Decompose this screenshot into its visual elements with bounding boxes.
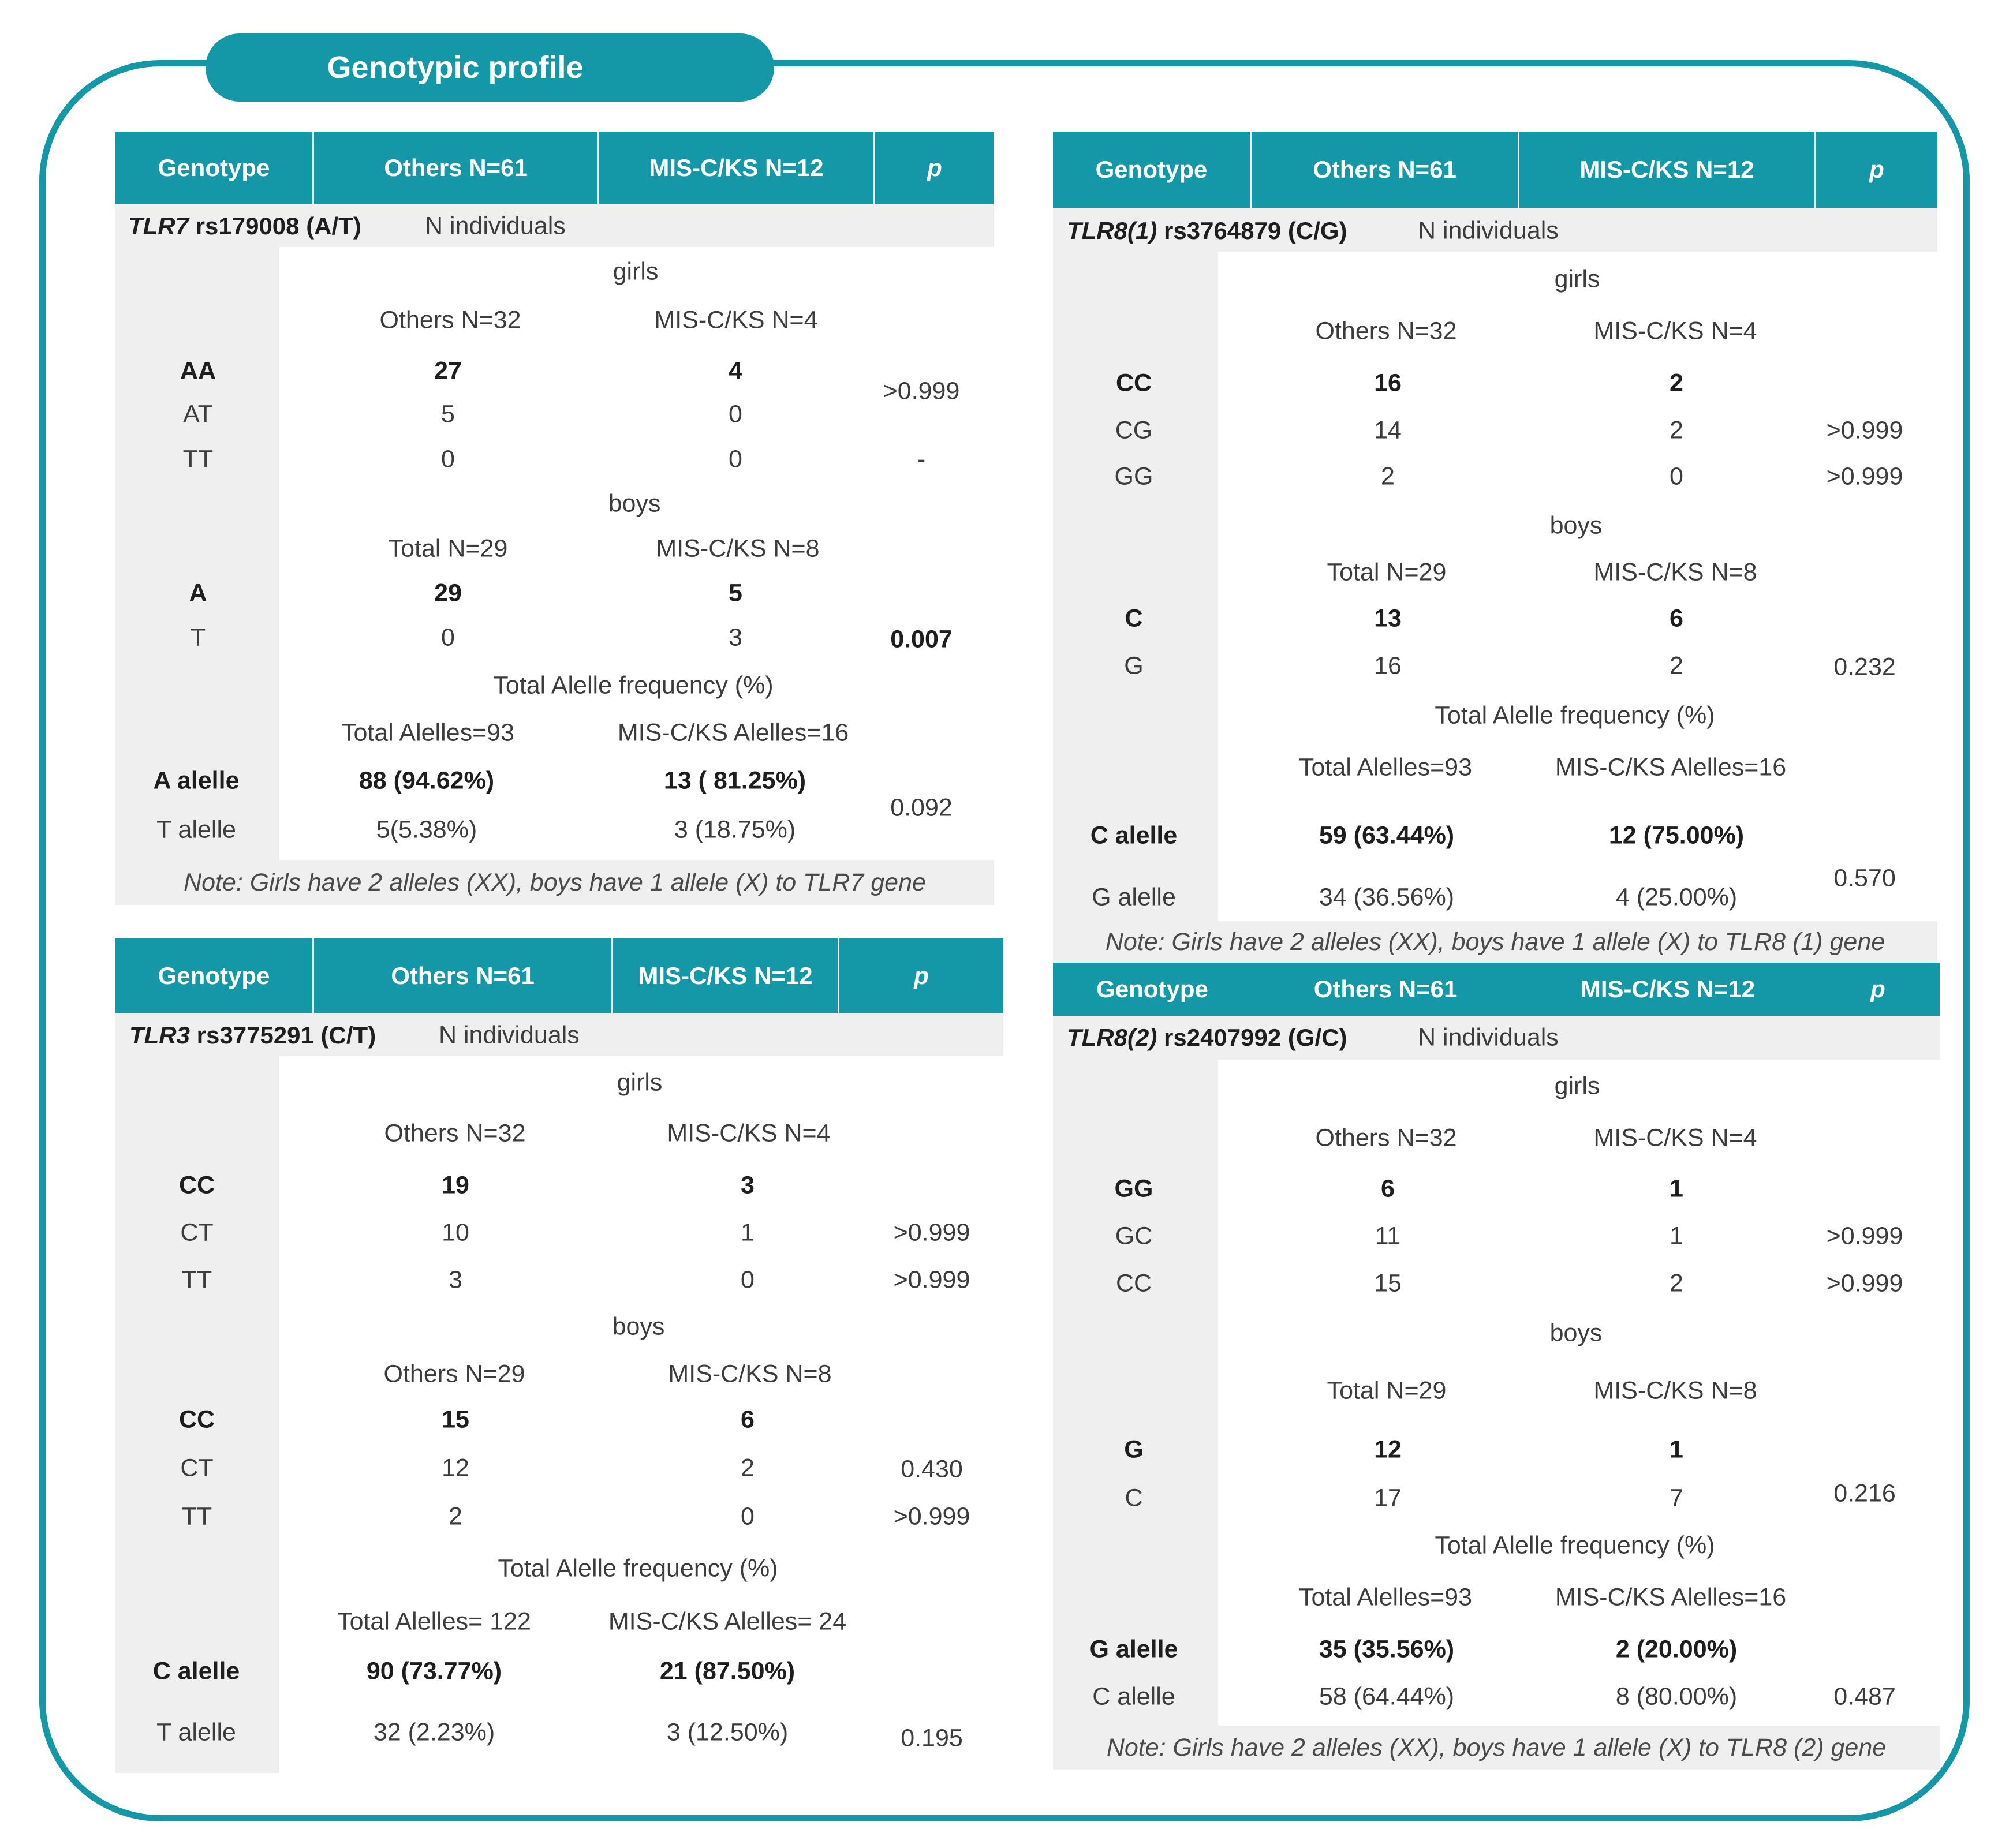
girls-label: girls <box>1554 1072 1600 1100</box>
note: Note: Girls have 2 alleles (XX), boys have 1 allele (X) to TLR8 (1) gene <box>1053 921 1937 963</box>
gene-label: TLR8(2) rs2407992 (G/C) <box>1067 1024 1347 1051</box>
gene-label: TLR8(1) rs3764879 (C/G) <box>1067 217 1347 244</box>
girls-label: girls <box>1554 265 1600 293</box>
header-misc: MIS-C/KS N=12 <box>613 938 839 1013</box>
table-header <box>1053 963 1940 1016</box>
header-others: Others N=61 <box>1313 975 1458 1002</box>
header-genotype: Genotype <box>1096 975 1208 1002</box>
panel-tlr7: Genotype Others N=61 MIS-C/KS N=12 p Note: Girls have 2 alleles (XX), boys have 1 allele (X) to TLR7 gene TLR7 rs179008 (A/T) N individuals girls Others N=32 MIS-C/KS N=4 AA 27 4 AT 5 0 TT 0 0 >0.999 - boys Total N=29 MIS-C/KS N=8 A 29 5 T 0 3 0.007 Total Alelle frequency (%) Total Alelles=93 MIS-C/KS Alelles=16 A alelle 88 (94.62%) 13 ( 81.25%) T alelle 5(5.38%) 3 (18.75%) 0.092 <box>115 132 994 905</box>
header-others: Others N=61 <box>314 938 613 1013</box>
header-misc: MIS-C/KS N=12 <box>1580 975 1756 1002</box>
table-header <box>115 938 1003 1013</box>
header-misc: MIS-C/KS N=12 <box>1519 132 1816 208</box>
note: Note: Girls have 2 alleles (XX), boys have 1 allele (X) to TLR8 (2) gene <box>1053 1726 1940 1770</box>
header-p: p <box>914 962 929 989</box>
girls-label: girls <box>613 257 659 286</box>
table-header <box>1053 132 1937 208</box>
header-misc: MIS-C/KS N=12 <box>599 132 875 204</box>
note: Note: Girls have 2 alleles (XX), boys have 1 allele (X) to TLR7 gene <box>115 860 994 905</box>
boys-label: boys <box>612 1312 665 1341</box>
header-genotype: Genotype <box>115 132 314 204</box>
n-individuals: N individuals <box>1418 216 1559 245</box>
n-individuals: N individuals <box>439 1021 580 1049</box>
n-individuals: N individuals <box>425 212 566 240</box>
panel-tlr8-1: Genotype Others N=61 MIS-C/KS N=12 p Note: Girls have 2 alleles (XX), boys have 1 allele (X) to TLR8 (1) gene TLR8(1) rs3764879 (C/G) N individuals girls Others N=32 MIS-C/KS N=4 CC 16 2 CG 14 2 >0.999 GG 2 0 >0.999 boys Total N=29 MIS-C/KS N=8 C 13 6 G 16 2 0.232 Total Alelle frequency (%) Total Alelles=93 MIS-C/KS Alelles=16 C alelle 59 (63.44%) 12 (75.00%) G alelle 34 (36.56%) 4 (25.00%) 0.570 <box>1053 132 1937 963</box>
gene-label: TLR7 rs179008 (A/T) <box>128 212 361 240</box>
n-individuals: N individuals <box>1418 1023 1559 1052</box>
header-p: p <box>1869 156 1884 183</box>
panel-tlr3: Genotype Others N=61 MIS-C/KS N=12 p TLR3 rs3775291 (C/T) N individuals girls Others N=32 MIS-C/KS N=4 CC 19 3 CT 10 1 >0.999 TT 3 0 >0.999 boys Others N=29 MIS-C/KS N=8 CC 15 6 CT 12 2 0.430 TT 2 0 >0.999 Total Alelle frequency (%) Total Alelles= 122 MIS-C/KS Alelles= 24 C alelle 90 (73.77%) 21 (87.50%) T alelle 32 (2.23%) 3 (12.50%) 0.195 <box>115 938 1003 1773</box>
table-header <box>115 132 994 204</box>
panel-tlr8-2: Genotype Others N=61 MIS-C/KS N=12 p Note: Girls have 2 alleles (XX), boys have 1 allele (X) to TLR8 (2) gene TLR8(2) rs2407992 (G/C) N individuals girls Others N=32 MIS-C/KS N=4 GG 6 1 GC 11 1 >0.999 CC 15 2 >0.999 boys Total N=29 MIS-C/KS N=8 G 12 1 C 17 7 0.216 Total Alelle frequency (%) Total Alelles=93 MIS-C/KS Alelles=16 G alelle 35 (35.56%) 2 (20.00%) C alelle 58 (64.44%) 8 (80.00%) 0.487 <box>1053 963 1940 1770</box>
header-p: p <box>1870 975 1885 1002</box>
boys-label: boys <box>608 489 661 518</box>
header-genotype: Genotype <box>1053 132 1252 208</box>
gene-label: TLR3 rs3775291 (C/T) <box>129 1022 376 1049</box>
header-p: p <box>927 154 942 181</box>
boys-label: boys <box>1549 1319 1603 1347</box>
boys-label: boys <box>1549 511 1603 540</box>
header-genotype: Genotype <box>115 938 314 1013</box>
girls-label: girls <box>617 1068 663 1097</box>
page-title: Genotypic profile <box>206 33 774 102</box>
header-others: Others N=61 <box>1252 132 1519 208</box>
header-others: Others N=61 <box>314 132 599 204</box>
